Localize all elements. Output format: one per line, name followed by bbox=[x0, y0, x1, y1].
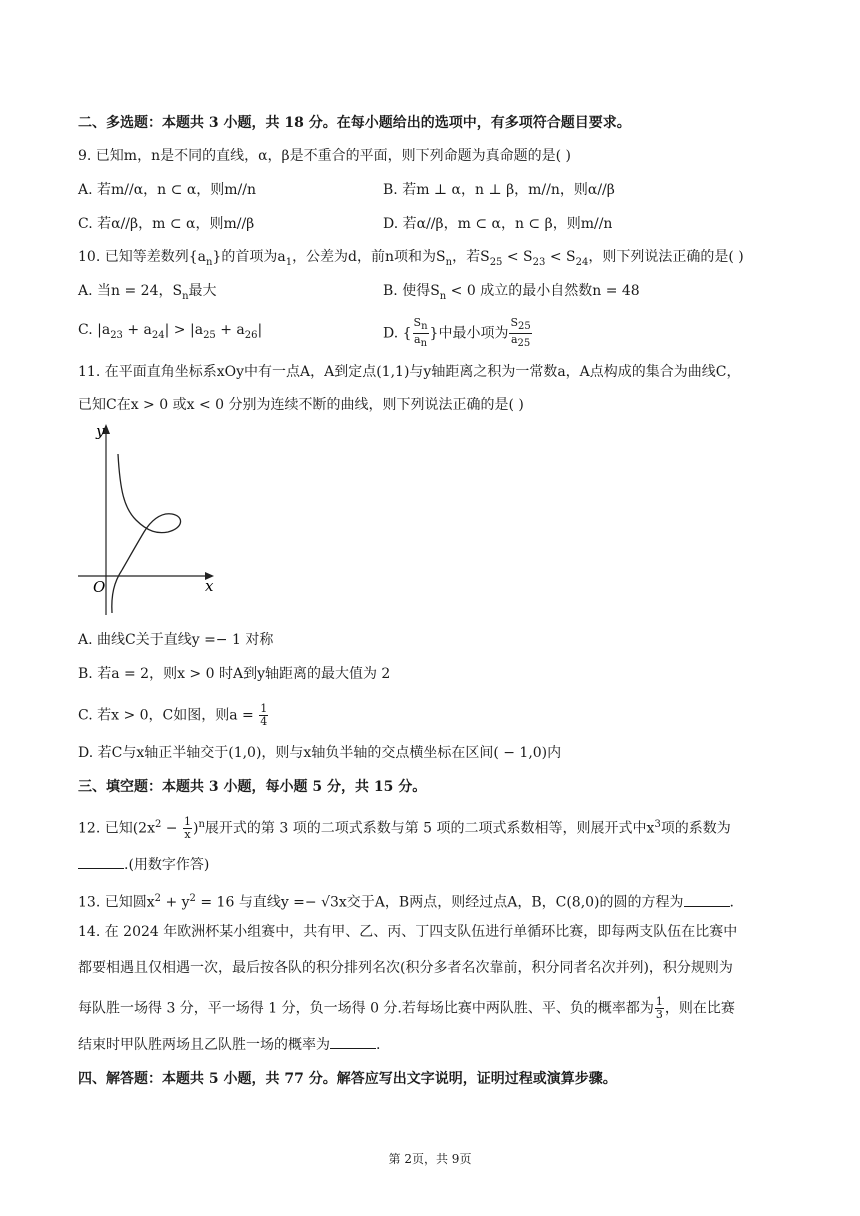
opt-part: 最大 bbox=[188, 283, 217, 299]
sub: n bbox=[182, 290, 189, 302]
opt-part: }中最小项为 bbox=[429, 325, 509, 342]
frac-num: S bbox=[510, 316, 519, 329]
question-9-option-b: B. 若m ⊥ α，n ⊥ β，m//n，则α//β bbox=[383, 182, 615, 198]
frac-den: a bbox=[510, 333, 518, 347]
question-10-stem bbox=[78, 247, 744, 273]
curve-right-branch bbox=[118, 454, 181, 570]
question-11-option-d: D. 若C与x轴正半轴交于(1,0)，则与x轴负半轴的交点横坐标在区间( − 1,0)内 bbox=[78, 745, 562, 761]
section-heading-multiple-choice: 二、多选题：本题共 3 小题，共 18 分。在每小题给出的选项中，有多项符合题目要求。 bbox=[78, 115, 631, 131]
sup: n bbox=[198, 819, 205, 830]
sup: 2 bbox=[154, 893, 161, 904]
question-11-stem-line2: 已知C在x > 0 或x < 0 分别为连续不断的曲线，则下列说法正确的是( ) bbox=[78, 397, 524, 413]
sub: 23 bbox=[532, 256, 546, 268]
frac-den: 4 bbox=[260, 715, 268, 728]
sub: 24 bbox=[575, 256, 589, 268]
q10-stem-part: < S bbox=[502, 249, 533, 265]
frac-num: 1 bbox=[655, 995, 663, 1008]
question-11-stem-line1: 11. 在平面直角坐标系xOy中有一点A，A到定点(1,1)与y轴距离之积为一常数a，A点构成的集合为曲线C， bbox=[78, 364, 741, 380]
question-12-line2 bbox=[78, 855, 209, 875]
frac-den: a bbox=[414, 333, 421, 347]
opt-part: B. 使得S bbox=[383, 283, 440, 299]
sub: 1 bbox=[285, 256, 293, 268]
opt-part: | bbox=[257, 322, 263, 338]
q13-part: 13. 已知圆x bbox=[78, 894, 155, 911]
sub: n bbox=[439, 290, 447, 302]
q10-stem-part: 10. 已知等差数列{a bbox=[78, 249, 206, 265]
sub: 26 bbox=[244, 329, 258, 341]
page-footer: 第 2页，共 9页 bbox=[388, 1152, 472, 1166]
fraction bbox=[183, 816, 192, 841]
sup: 2 bbox=[189, 893, 196, 904]
question-13 bbox=[78, 889, 734, 913]
question-9-option-c: C. 若α//β，m ⊂ α，则m//β bbox=[78, 216, 255, 232]
opt-part: A. 当n = 24，S bbox=[78, 283, 183, 299]
question-14-line4 bbox=[78, 1035, 380, 1055]
opt-part: | > |a bbox=[164, 322, 204, 338]
x-axis-label: x bbox=[205, 577, 214, 595]
section-heading-solutions: 四、解答题：本题共 5 小题，共 77 分。解答应写出文字说明，证明过程或演算步骤。 bbox=[78, 1071, 617, 1087]
opt-part: + a bbox=[122, 322, 152, 338]
frac-den: 3 bbox=[655, 1008, 663, 1021]
origin-label: O bbox=[93, 578, 106, 596]
q12-part: 展开式的第 3 项的二项式系数与第 5 项的二项式系数相等，则展开式中x bbox=[204, 820, 655, 837]
opt-part: + a bbox=[215, 322, 245, 338]
question-11-option-b: B. 若a = 2，则x > 0 时A到y轴距离的最大值为 2 bbox=[78, 666, 391, 682]
question-11-option-c bbox=[78, 703, 269, 728]
section-heading-fill-in: 三、填空题：本题共 3 小题，每小题 5 分，共 15 分。 bbox=[78, 779, 427, 795]
fraction bbox=[509, 317, 531, 350]
q14-part: ，则在比赛 bbox=[664, 1000, 735, 1017]
question-10-option-a bbox=[78, 281, 217, 307]
sub: n bbox=[205, 256, 213, 268]
opt-part: D. { bbox=[383, 325, 412, 342]
sub: 24 bbox=[151, 329, 165, 341]
opt-part: C. |a bbox=[78, 322, 111, 338]
question-12-line1 bbox=[78, 815, 731, 841]
question-10-option-c bbox=[78, 320, 262, 346]
fraction bbox=[259, 703, 268, 728]
question-10-option-d bbox=[383, 317, 533, 350]
y-axis-label: y bbox=[96, 422, 105, 440]
answer-blank bbox=[78, 856, 124, 869]
opt-part: < 0 成立的最小自然数n = 48 bbox=[446, 283, 640, 299]
q12-part: 项的系数为 bbox=[660, 820, 731, 837]
q14-part: 结束时甲队胜两场且乙队胜一场的概率为 bbox=[78, 1037, 330, 1053]
opt-part: C. 若x > 0，C如图，则a = bbox=[78, 707, 254, 724]
q10-stem-part: }的首项为a bbox=[212, 249, 286, 265]
sub: 23 bbox=[110, 329, 123, 341]
question-14-line1: 14. 在 2024 年欧洲杯某小组赛中，共有甲、乙、丙、丁四支队伍进行单循环比赛，即每两支队伍在比赛中 bbox=[78, 924, 738, 940]
question-9-option-a: A. 若m//α，n ⊂ α，则m//n bbox=[78, 182, 257, 198]
sub: n bbox=[420, 338, 428, 350]
q13-part: + y bbox=[161, 894, 190, 911]
answer-blank bbox=[330, 1036, 376, 1049]
question-9-option-d: D. 若α//β，m ⊂ α，n ⊂ β，则m//n bbox=[383, 216, 613, 232]
question-14-line2: 都要相遇且仅相遇一次，最后按各队的积分排列名次(积分多者名次靠前，积分同者名次并列)，积分规则为 bbox=[78, 960, 733, 976]
q13-part: . bbox=[729, 894, 734, 911]
answer-blank bbox=[684, 894, 730, 907]
q10-stem-part: < S bbox=[545, 249, 576, 265]
curve-figure bbox=[74, 420, 224, 620]
q12-part: − bbox=[161, 820, 182, 837]
sub: 25 bbox=[518, 321, 531, 333]
q14-part: 每队胜一场得 3 分，平一场得 1 分，负一场得 0 分.若每场比赛中两队胜、平、负的概率都为 bbox=[78, 1000, 654, 1017]
sup: 2 bbox=[154, 819, 162, 830]
q13-part: = 16 与直线y =− √3x交于A，B两点，则经过点A，B，C(8,0)的圆的方程为 bbox=[195, 894, 684, 911]
sub: 25 bbox=[489, 256, 503, 268]
sub: 25 bbox=[517, 338, 531, 350]
question-9-stem: 9. 已知m，n是不同的直线，α，β是不重合的平面，则下列命题为真命题的是( ) bbox=[78, 148, 572, 164]
q12-part: 12. 已知(2x bbox=[78, 820, 155, 837]
sub: n bbox=[445, 256, 453, 268]
frac-num: 1 bbox=[184, 815, 191, 829]
q10-stem-part: ，公差为d，前n项和为S bbox=[292, 249, 446, 265]
question-10-option-b bbox=[383, 281, 640, 307]
frac-num: S bbox=[413, 316, 422, 329]
sub: 25 bbox=[203, 329, 216, 341]
q14-part: . bbox=[376, 1037, 381, 1053]
fraction bbox=[413, 317, 429, 350]
fraction bbox=[655, 996, 664, 1021]
q12-part: ) bbox=[193, 820, 199, 837]
frac-num: 1 bbox=[260, 702, 268, 715]
question-14-line3 bbox=[78, 996, 735, 1021]
q12-part: .(用数字作答) bbox=[124, 857, 210, 873]
question-11-option-a: A. 曲线C关于直线y =− 1 对称 bbox=[78, 632, 274, 648]
sub: n bbox=[421, 321, 428, 333]
q10-stem-part: ，若S bbox=[452, 249, 490, 265]
frac-den: x bbox=[184, 828, 191, 842]
q10-stem-part: ，则下列说法正确的是( ) bbox=[588, 249, 744, 265]
sup: 3 bbox=[654, 819, 661, 830]
